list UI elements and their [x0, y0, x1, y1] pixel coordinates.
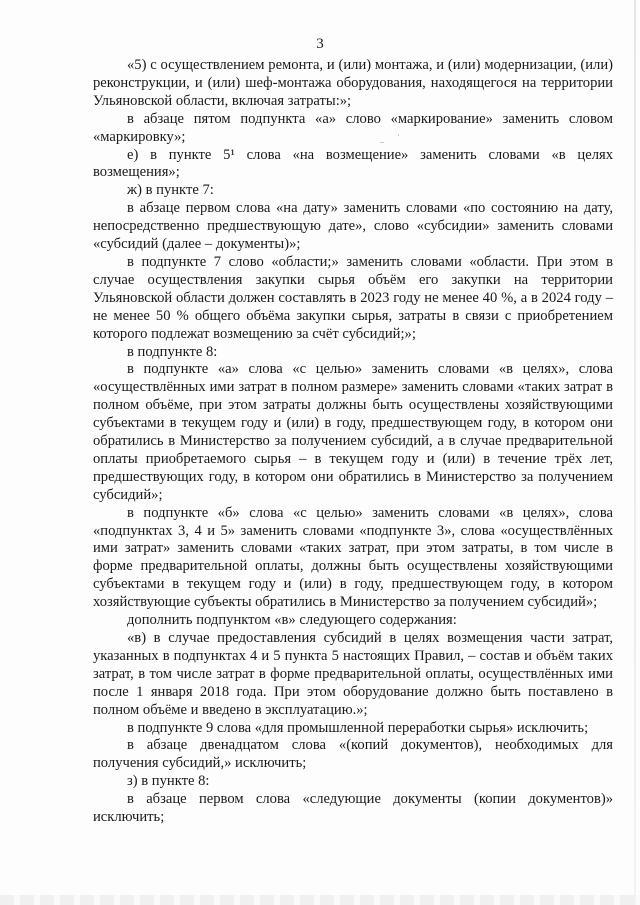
paragraph: ж) в пункте 7:	[127, 182, 214, 199]
paragraph: в подпункте 8:	[127, 343, 218, 360]
paragraph: дополнить подпунктом «в» следующего содержания:	[127, 612, 457, 629]
scan-edge-shadow	[634, 0, 636, 905]
paragraph: в абзаце первом слова «на дату» заменить словами «по состоянию на дату, непосредственно предшествующую дате», слово «субсидии» заменить словами «субсидий (далее – документы)»;	[93, 200, 613, 253]
paragraph: в абзаце первом слова «следующие документы (копии документов)» исключить;	[93, 791, 613, 826]
scan-speck	[398, 134, 399, 136]
paragraph: в подпункте «а» слова «с целью» заменить словами «в целях», слова «осуществлённых ими затрат в полном размере» заменить словами «таких затрат в полном объёме, при этом затраты должны быть осуществлены хозяйствующими субъектами в текущем году и (или) в году, предшествующем году, в котором они обратились в Министерство за получением субсидий, а в случае предварительной оплаты приобретаемого сырья – в текущем году и (или) в течение трёх лет, предшествующих году, в котором они обратились в Министерство за получением субсидий»;	[93, 361, 613, 503]
paragraph: е) в пункте 5¹ слова «на возмещение» заменить словами «в целях возмещения»;	[93, 146, 613, 181]
paragraph: з) в пункте 8:	[127, 773, 210, 790]
scan-bottom-edge	[0, 895, 640, 905]
paragraph: «5) с осуществлением ремонта, и (или) монтажа, и (или) модернизации, (или) реконструкции, и (или) шеф-монтажа оборудования, находящегося на территории Ульяновской области, включая затраты:»;	[93, 57, 613, 109]
paragraph: в подпункте 7 слово «области;» заменить словами «области. При этом в случае осуществления закупки сырья объём его закупки на территории Ульяновской области должен составлять в 2023 году не менее 40 %, а в 2024 году – не менее 50 % общего объёма закупки сырья, затраты в связи с приобретением которого подлежат возмещению за счёт субсидий;»;	[93, 253, 613, 342]
paragraph: «в) в случае предоставления субсидий в целях возмещения части затрат, указанных в подпунктах 4 и 5 пункта 5 настоящих Правил, – состав и объём таких затрат, в том числе затрат в форме предварительной оплаты, осуществлённых ими после 1 января 2018 года. При этом оборудование должно быть поставлено в полном объёме и введено в эксплуатацию.»;	[93, 630, 613, 718]
paragraph: в подпункте 9 слова «для промышленной переработки сырья» исключить;	[127, 719, 589, 736]
paragraph: в абзаце двенадцатом слова «(копий документов), необходимых для получения субсидий,» исключить;	[93, 737, 613, 772]
scan-speck	[380, 142, 384, 143]
paragraph: в подпункте «б» слова «с целью» заменить словами «в целях», слова «подпунктах 3, 4 и 5» заменить словами «подпункте 3», слова «осуществлённых ими затрат» заменить словами «таких затрат, при этом затраты, в том числе в форме предварительной оплаты, должны быть осуществлены хозяйствующими субъектами в текущем году и (или) в году, предшествующем году, в котором хозяйствующие субъекты обратились в Министерство за получением субсидий»;	[93, 504, 613, 611]
document-body	[93, 57, 613, 827]
page-number: 3	[316, 36, 324, 52]
paragraph: в абзаце пятом подпункта «а» слово «маркирование» заменить словом «маркировку»;	[93, 110, 613, 145]
